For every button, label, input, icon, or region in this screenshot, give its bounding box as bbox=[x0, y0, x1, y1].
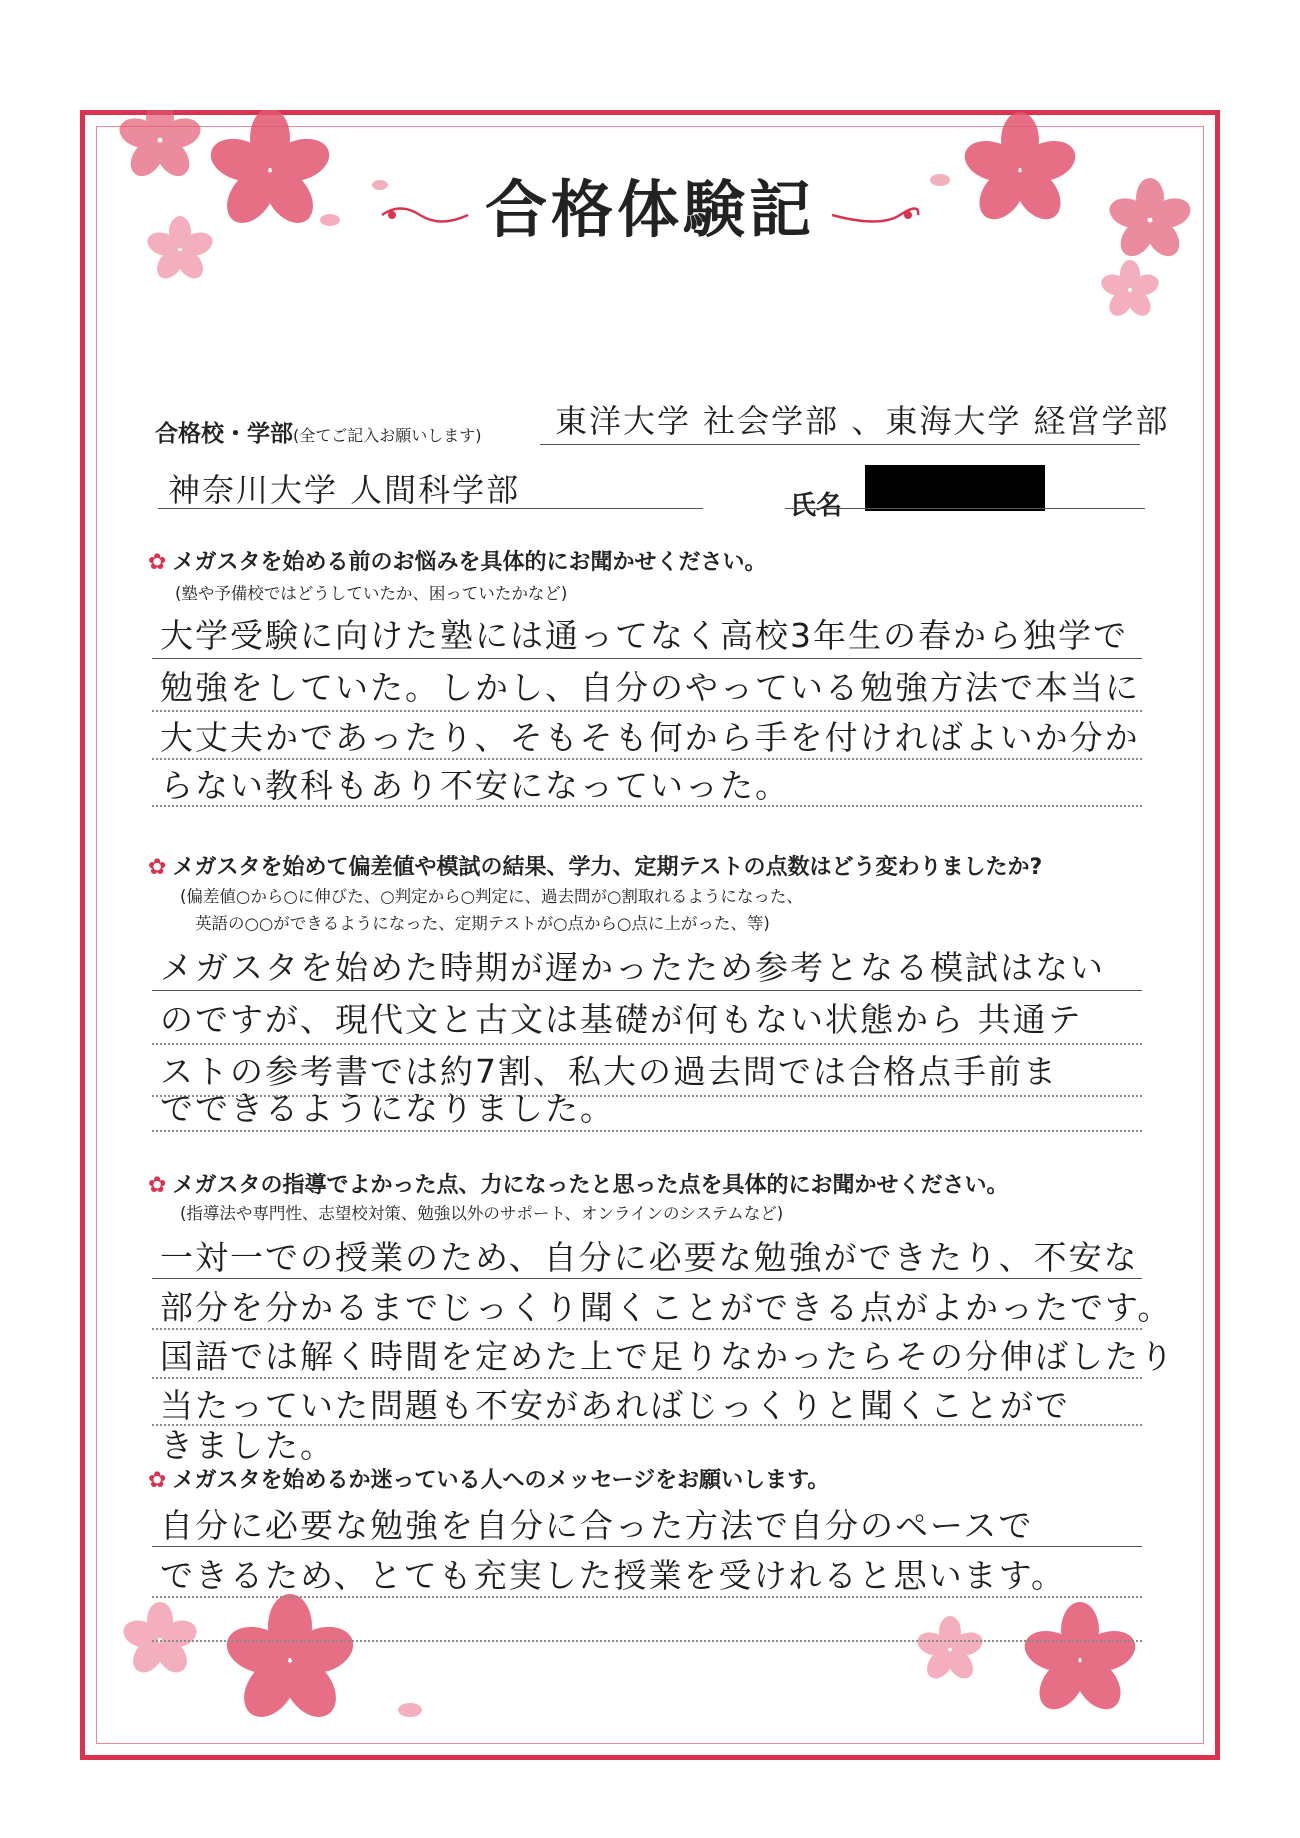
hint-1: (塾や予備校ではどうしていたか、困っていたかなど) bbox=[175, 584, 568, 603]
flower-bullet-icon: ✿ bbox=[148, 1173, 167, 1198]
name-redaction bbox=[865, 465, 1045, 511]
school-underline-1 bbox=[540, 444, 1140, 445]
answer-rule bbox=[152, 805, 1142, 807]
answer-1-line-1: 大学受験に向けた塾には通ってなく高校3年生の春から独学で bbox=[160, 616, 1128, 655]
answer-3-line-4: 当たっていた問題も不安があればじっくりと聞くことがで bbox=[160, 1386, 1070, 1425]
answer-rule bbox=[152, 990, 1142, 991]
answer-rule bbox=[152, 658, 1142, 659]
hint-2-line-2: 英語の○○ができるようになった、定期テストが○点から○点に上がった、等) bbox=[195, 914, 770, 933]
flower-bullet-icon: ✿ bbox=[148, 855, 167, 880]
question-1: ✿ メガスタを始める前のお悩みを具体的にお聞かせください。 bbox=[148, 550, 767, 575]
question-4: ✿ メガスタを始めるか迷っている人へのメッセージをお願いします。 bbox=[148, 1468, 830, 1493]
name-label: 氏名 bbox=[790, 491, 843, 521]
answer-4-line-1: 自分に必要な勉強を自分に合った方法で自分のペースで bbox=[160, 1506, 1034, 1545]
name-underline bbox=[785, 508, 1145, 509]
page-title: 合格体験記 bbox=[484, 173, 815, 246]
answer-rule bbox=[152, 1377, 1142, 1379]
answer-3-line-3: 国語では解く時間を定めた上で足りなかったらその分伸ばしたり bbox=[160, 1337, 1175, 1376]
hint-2-line-1: (偏差値○から○に伸びた、○判定から○判定に、過去問が○割取れるようになった、 bbox=[180, 887, 803, 906]
answer-rule bbox=[152, 1130, 1142, 1132]
answer-rule bbox=[152, 1596, 1142, 1598]
answer-rule bbox=[152, 1328, 1142, 1330]
answer-rule bbox=[152, 1546, 1142, 1547]
answer-2-line-3: ストの参考書では約7割、私大の過去問では合格点手前ま bbox=[160, 1052, 1058, 1091]
flower-bullet-icon: ✿ bbox=[148, 550, 167, 575]
answer-3-line-5: きました。 bbox=[160, 1426, 335, 1465]
school-line-2: 神奈川大学 人間科学部 bbox=[168, 471, 521, 509]
answer-3-line-2: 部分を分かるまでじっくり聞くことができる点がよかったです。 bbox=[160, 1288, 1173, 1327]
answer-rule bbox=[152, 1640, 1142, 1642]
answer-rule bbox=[152, 1278, 1142, 1279]
answer-1-line-2: 勉強をしていた。しかし、自分のやっている勉強方法で本当に bbox=[160, 668, 1140, 707]
question-3: ✿ メガスタの指導でよかった点、力になったと思った点を具体的にお聞かせください。 bbox=[148, 1173, 1009, 1198]
school-underline-2 bbox=[158, 508, 703, 509]
hint-3: (指導法や専門性、志望校対策、勉強以外のサポート、オンラインのシステムなど) bbox=[180, 1204, 784, 1223]
school-line-1: 東洋大学 社会学部 、東海大学 経営学部 bbox=[555, 402, 1170, 440]
answer-2-line-4: でできるようになりました。 bbox=[160, 1089, 615, 1128]
answer-3-line-1: 一対一での授業のため、自分に必要な勉強ができたり、不安な bbox=[160, 1238, 1139, 1277]
question-2: ✿ メガスタを始めて偏差値や模試の結果、学力、定期テストの点数はどう変わりましたか? bbox=[148, 855, 1043, 880]
flower-bullet-icon: ✿ bbox=[148, 1468, 167, 1493]
answer-2-line-2: のですが、現代文と古文は基礎が何もない状態から 共通テ bbox=[160, 1000, 1083, 1039]
answer-1-line-4: らない教科もあり不安になっていった。 bbox=[160, 766, 790, 805]
answer-4-line-2: できるため、とても充実した授業を受けれると思います。 bbox=[160, 1556, 1067, 1595]
answer-2-line-1: メガスタを始めた時期が遅かったため参考となる模試はない bbox=[160, 948, 1105, 987]
school-label: 合格校・学部(全てご記入お願いします) bbox=[155, 421, 482, 447]
answer-rule bbox=[152, 1043, 1142, 1045]
answer-1-line-3: 大丈夫かであったり、そもそも何から手を付ければよいか分か bbox=[160, 718, 1140, 757]
